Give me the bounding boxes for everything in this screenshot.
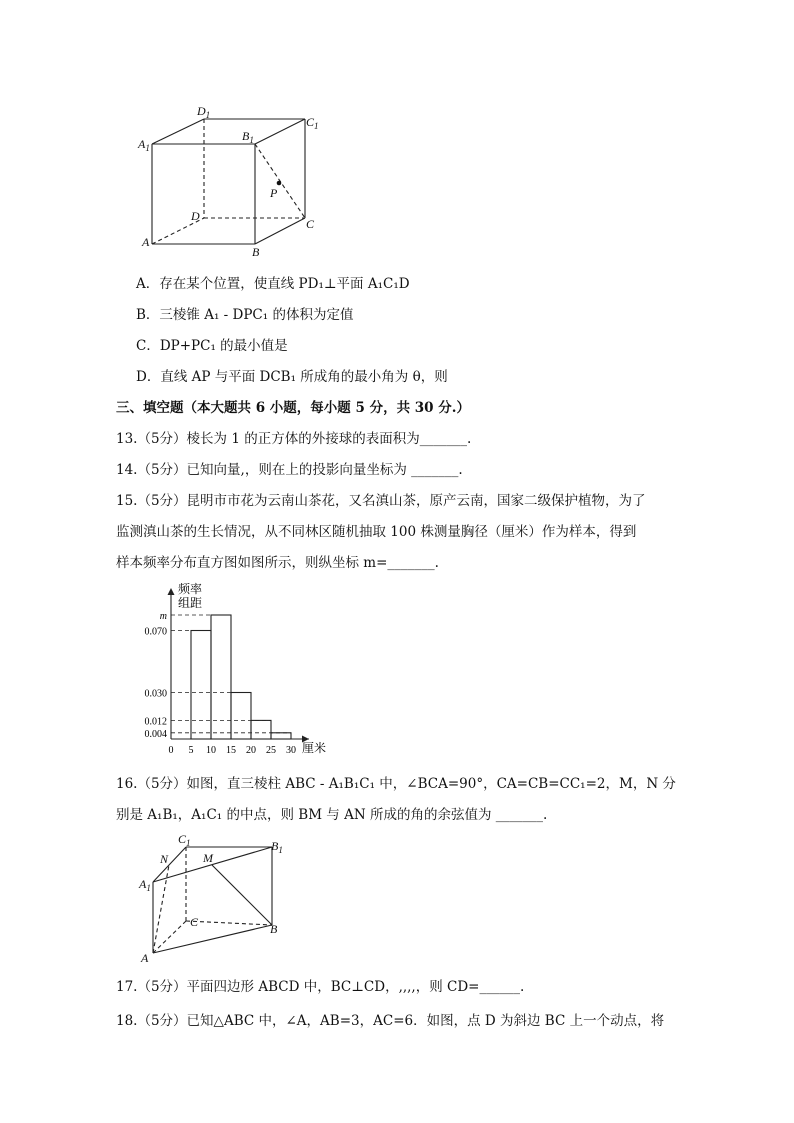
ylabel-line-2: 组距: [178, 596, 203, 610]
cube-figure: [130, 100, 330, 260]
svg-text:B1: $B_1$: [242, 129, 254, 145]
svg-text:M: M: [203, 851, 213, 865]
svg-text:A1: $A_1$: [138, 137, 150, 153]
section-heading: 三、填空题（本大题共 6 小题，每小题 5 分，共 30 分.）: [116, 400, 470, 416]
histogram-bar: [191, 631, 211, 740]
question-18: 18.（5分）已知△ABC 中，∠A，AB=3，AC=6．如图，点 D 为斜边 BC 上一个动点，将: [116, 1013, 665, 1029]
y-tick-label: 0.004: [144, 728, 167, 740]
svg-text:B: B: [270, 922, 278, 936]
question-14: 14.（5分）已知向量,，则在上的投影向量坐标为 _______.: [116, 462, 463, 478]
prism-figure: [130, 828, 300, 968]
x-tick-label: 15: [226, 745, 236, 756]
frequency-histogram: [130, 578, 350, 758]
x-tick-label: 10: [206, 745, 216, 756]
svg-text:B1: $B_1$: [271, 839, 283, 855]
question-15-line-1: 15.（5分）昆明市市花为云南山茶花，又名滇山茶，原产云南，国家二级保护植物，为了: [116, 493, 646, 509]
y-tick-label: 0.070: [144, 626, 167, 638]
svg-text:N: N: [160, 852, 169, 866]
svg-text:D: D: [191, 209, 200, 223]
question-17: 17.（5分）平面四边形 ABCD 中，BC⊥CD，,,,,，则 CD=______.: [116, 979, 525, 995]
question-15-line-3: 样本频率分布直方图如图所示，则纵坐标 m=_______.: [116, 555, 439, 571]
xlabel: 厘米: [302, 741, 327, 755]
x-tick-label: 0: [168, 745, 174, 756]
q12-option-d: D．直线 AP 与平面 DCB₁ 所成角的最小角为 θ，则: [136, 369, 448, 385]
histogram-bar: [251, 720, 271, 739]
x-tick-label: 25: [266, 745, 276, 756]
x-tick-label: 20: [246, 745, 256, 756]
svg-text:C1: $C_1$: [178, 832, 191, 848]
histogram-bar: [231, 693, 251, 740]
y-tick-label: m: [159, 611, 167, 622]
q12-option-a: A．存在某个位置，使直线 PD₁⊥平面 A₁C₁D: [136, 276, 410, 292]
svg-text:P: P: [270, 186, 278, 200]
point-p: [277, 181, 282, 186]
svg-text:B: B: [252, 245, 260, 259]
svg-text:D1: $D_1$: [197, 104, 211, 120]
question-16-line-2: 别是 A₁B₁，A₁C₁ 的中点，则 BM 与 AN 所成的角的余弦值为 _______.: [116, 807, 548, 823]
y-axis-arrow: [168, 588, 175, 595]
question-15-line-2: 监测滇山茶的生长情况，从不同林区随机抽取 100 株测量胸径（厘米）作为样本，得到: [116, 524, 637, 540]
svg-text:C: C: [190, 915, 199, 929]
svg-text:A: A: [142, 235, 150, 249]
x-tick-label: 5: [188, 745, 194, 756]
y-tick-label: 0.012: [144, 716, 167, 728]
q12-option-c: C．DP+PC₁ 的最小值是: [136, 338, 288, 354]
svg-text:C1: $C_1$: [306, 115, 319, 131]
y-tick-label: 0.030: [144, 688, 167, 700]
histogram-bar: [271, 733, 291, 739]
x-tick-label: 30: [286, 745, 296, 756]
question-13: 13.（5分）棱长为 1 的正方体的外接球的表面积为_______.: [116, 431, 472, 447]
svg-text:A1: $A_1$: [139, 877, 151, 893]
ylabel-line-1: 频率: [178, 582, 203, 596]
q12-option-b: B．三棱锥 A₁ - DPC₁ 的体积为定值: [136, 307, 354, 323]
question-16-line-1: 16.（5分）如图，直三棱柱 ABC - A₁B₁C₁ 中，∠BCA=90°，CA=CB=CC₁=2，M，N 分: [116, 776, 676, 792]
svg-text:C: C: [306, 217, 315, 231]
svg-text:A: A: [141, 951, 149, 965]
